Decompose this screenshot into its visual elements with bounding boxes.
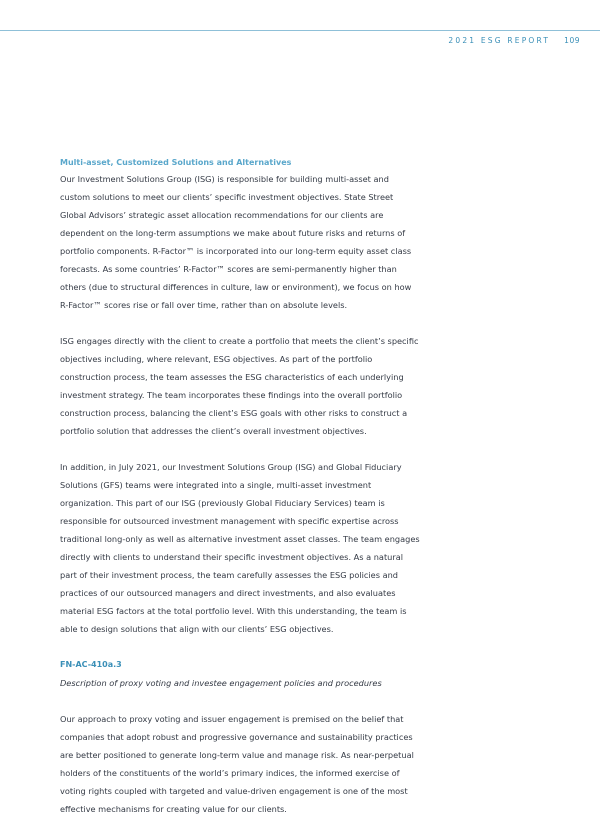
page-header (448, 36, 580, 45)
metric-code: FN-AC-410a.3 (60, 660, 122, 669)
paragraph-spacer (60, 314, 420, 332)
main-content (60, 156, 420, 818)
body-paragraph: Our Investment Solutions Group (ISG) is responsible for building multi-asset and custom solutions to meet our clients’ specific investment objectives. State Street Global Advisors’ strategic asset allocation recommendations for our clients are dependent on the long-term assumptions we make about future risks and returns of portfolio components. R-Factor™ is incorporated into our long-term equity asset class forecasts. As some countries’ R-Factor™ scores are semi-permanently higher than others (due to structural differences in culture, law or environment), we focus on how R-Factor™ scores rise or fall over time, rather than on absolute levels. (60, 174, 412, 310)
header-rule (0, 30, 600, 31)
body-paragraph: Our approach to proxy voting and issuer engagement is premised on the belief that companies that adopt robust and progressive governance and sustainability practices are better positioned to generate long-term value and manage risk. As near-perpetual holders of the constituents of the world’s primary indices, the informed exercise of voting rights coupled with targeted and value-driven engagement is one of the most effective mechanisms for creating value for our clients. (60, 714, 414, 814)
metric-description: Description of proxy voting and investee engagement policies and procedures (60, 678, 382, 688)
section-heading: Multi-asset, Customized Solutions and Alternatives (60, 158, 292, 167)
paragraph-spacer (60, 692, 420, 710)
paragraph-spacer (60, 440, 420, 458)
page-number: 109 (564, 36, 580, 45)
body-paragraph: In addition, in July 2021, our Investment Solutions Group (ISG) and Global Fiduciary Solutions (GFS) teams were integrated into a single, multi-asset investment organization. This part of our ISG (previously Global Fiduciary Services) team is responsible for outsourced investment management with specific expertise across traditional long-only as well as alternative investment asset classes. The team engages directly with clients to understand their specific investment objectives. As a natural part of their investment process, the team carefully assesses the ESG policies and practices of our outsourced managers and direct investments, and also evaluates material ESG factors at the total portfolio level. With this understanding, the team is able to design solutions that align with our clients’ ESG objectives. (60, 462, 420, 634)
body-paragraph: ISG engages directly with the client to create a portfolio that meets the client’s specific objectives including, where relevant, ESG objectives. As part of the portfolio construction process, the team assesses the ESG characteristics of each underlying investment strategy. The team incorporates these findings into the overall portfolio construction process, balancing the client’s ESG goals with other risks to construct a portfolio solution that addresses the client’s overall investment objectives. (60, 336, 419, 436)
report-title: 2021 ESG REPORT (448, 36, 551, 45)
paragraph-spacer (60, 638, 420, 656)
